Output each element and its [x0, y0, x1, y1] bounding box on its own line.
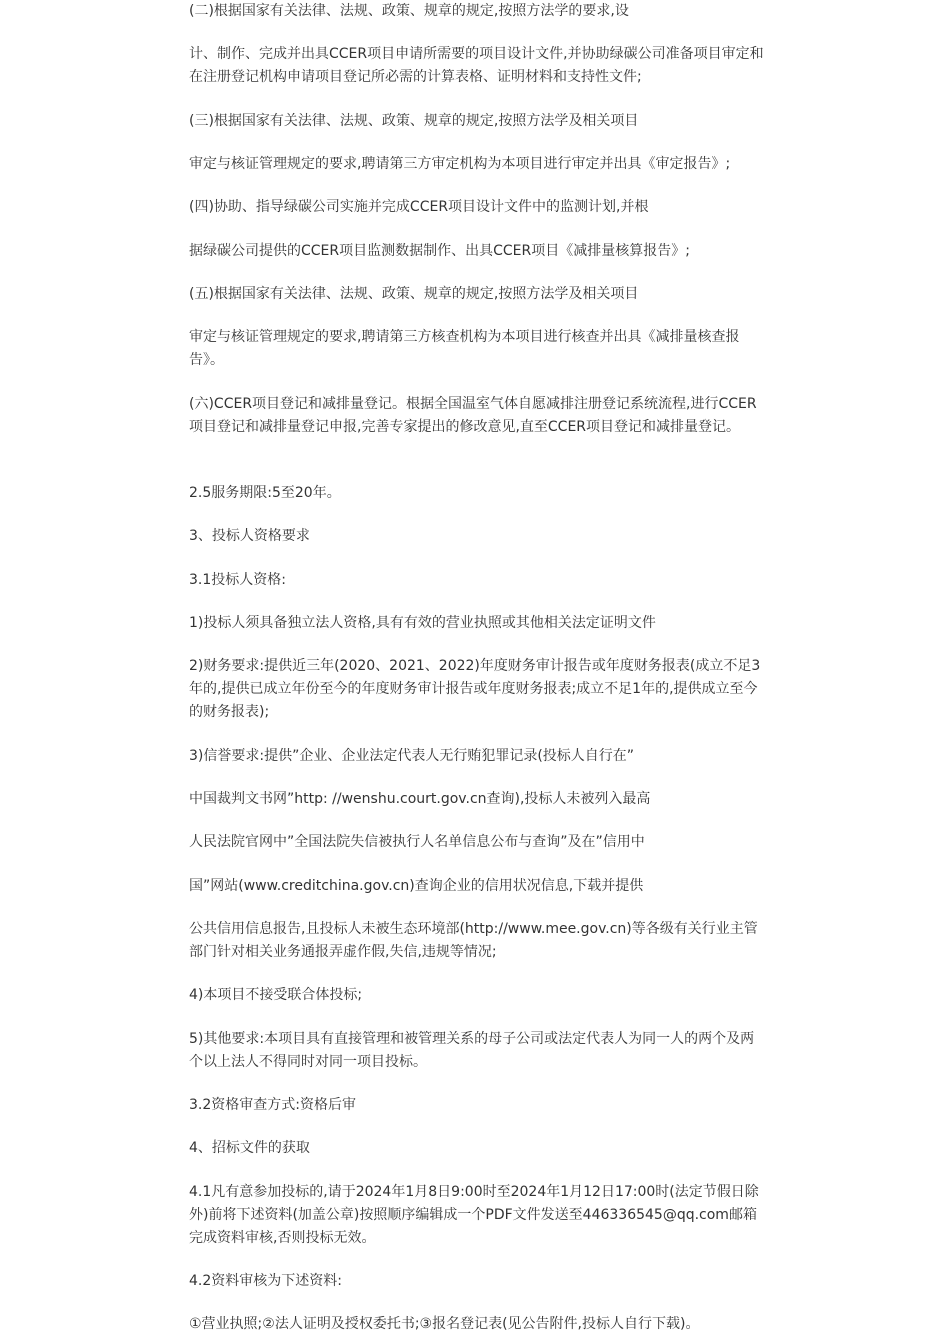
- paragraph: (四)协助、指导绿碳公司实施并完成CCER项目设计文件中的监测计划,并根: [189, 199, 649, 215]
- paragraph: 3)信誉要求:提供”企业、企业法定代表人无行贿犯罪记录(投标人自行在”: [189, 748, 635, 764]
- paragraph: 中国裁判文书网”http: //wenshu.court.gov.cn查询),投标人未被列入最高: [189, 791, 651, 807]
- section-heading: 3、投标人资格要求: [189, 528, 310, 544]
- paragraph: 4)本项目不接受联合体投标;: [189, 987, 363, 1003]
- paragraph: 据绿碳公司提供的CCER项目监测数据制作、出具CCER项目《减排量核算报告》;: [189, 243, 690, 259]
- paragraph: 审定与核证管理规定的要求,聘请第三方审定机构为本项目进行审定并出具《审定报告》;: [189, 156, 731, 172]
- subsection-heading: 3.1投标人资格:: [189, 572, 286, 588]
- subsection-heading: 4.2资料审核为下述资料:: [189, 1273, 342, 1289]
- paragraph: 1)投标人须具备独立法人资格,具有有效的营业执照或其他相关法定证明文件: [189, 615, 656, 631]
- paragraph: 2.5服务期限:5至20年。: [189, 485, 341, 501]
- paragraph: (二)根据国家有关法律、法规、政策、规章的规定,按照方法学的要求,设: [189, 3, 629, 19]
- paragraph: (五)根据国家有关法律、法规、政策、规章的规定,按照方法学及相关项目: [189, 286, 639, 302]
- paragraph: 5)其他要求:本项目具有直接管理和被管理关系的母子公司或法定代表人为同一人的两个及两个以上法人不得同时对同一项目投标。: [189, 1031, 755, 1070]
- paragraph: (三)根据国家有关法律、法规、政策、规章的规定,按照方法学及相关项目: [189, 113, 639, 129]
- paragraph: 计、制作、完成并出具CCER项目申请所需要的项目设计文件,并协助绿碳公司准备项目审定和在注册登记机构申请项目登记所必需的计算表格、证明材料和支持性文件;: [189, 46, 764, 85]
- section-heading: 4、招标文件的获取: [189, 1140, 310, 1156]
- subsection-heading: 3.2资格审查方式:资格后审: [189, 1097, 356, 1113]
- paragraph: 公共信用信息报告,且投标人未被生态环境部(http://www.mee.gov.cn)等各级有关行业主管部门针对相关业务通报弄虚作假,失信,违规等情况;: [189, 921, 758, 960]
- paragraph: 2)财务要求:提供近三年(2020、2021、2022)年度财务审计报告或年度财务报表(成立不足3年的,提供已成立年份至今的年度财务审计报告或年度财务报表;成立不足1年的,提供成立至今的财务报表);: [189, 658, 761, 720]
- paragraph: 4.1凡有意参加投标的,请于2024年1月8日9:00时至2024年1月12日17:00时(法定节假日除外)前将下述资料(加盖公章)按照顺序编辑成一个PDF文件发送至446336545@qq.com邮箱完成资料审核,否则投标无效。: [189, 1184, 759, 1246]
- paragraph: ①营业执照;②法人证明及授权委托书;③报名登记表(见公告附件,投标人自行下载)。: [189, 1316, 700, 1332]
- paragraph: 人民法院官网中”全国法院失信被执行人名单信息公布与查询”及在”信用中: [189, 834, 645, 850]
- paragraph: 审定与核证管理规定的要求,聘请第三方核查机构为本项目进行核查并出具《减排量核查报告》。: [189, 329, 740, 368]
- paragraph: 国”网站(www.creditchina.gov.cn)查询企业的信用状况信息,下载并提供: [189, 878, 644, 894]
- paragraph: (六)CCER项目登记和减排量登记。根据全国温室气体自愿减排注册登记系统流程,进行CCER项目登记和减排量登记申报,完善专家提出的修改意见,直至CCER项目登记和减排量登记。: [189, 396, 757, 435]
